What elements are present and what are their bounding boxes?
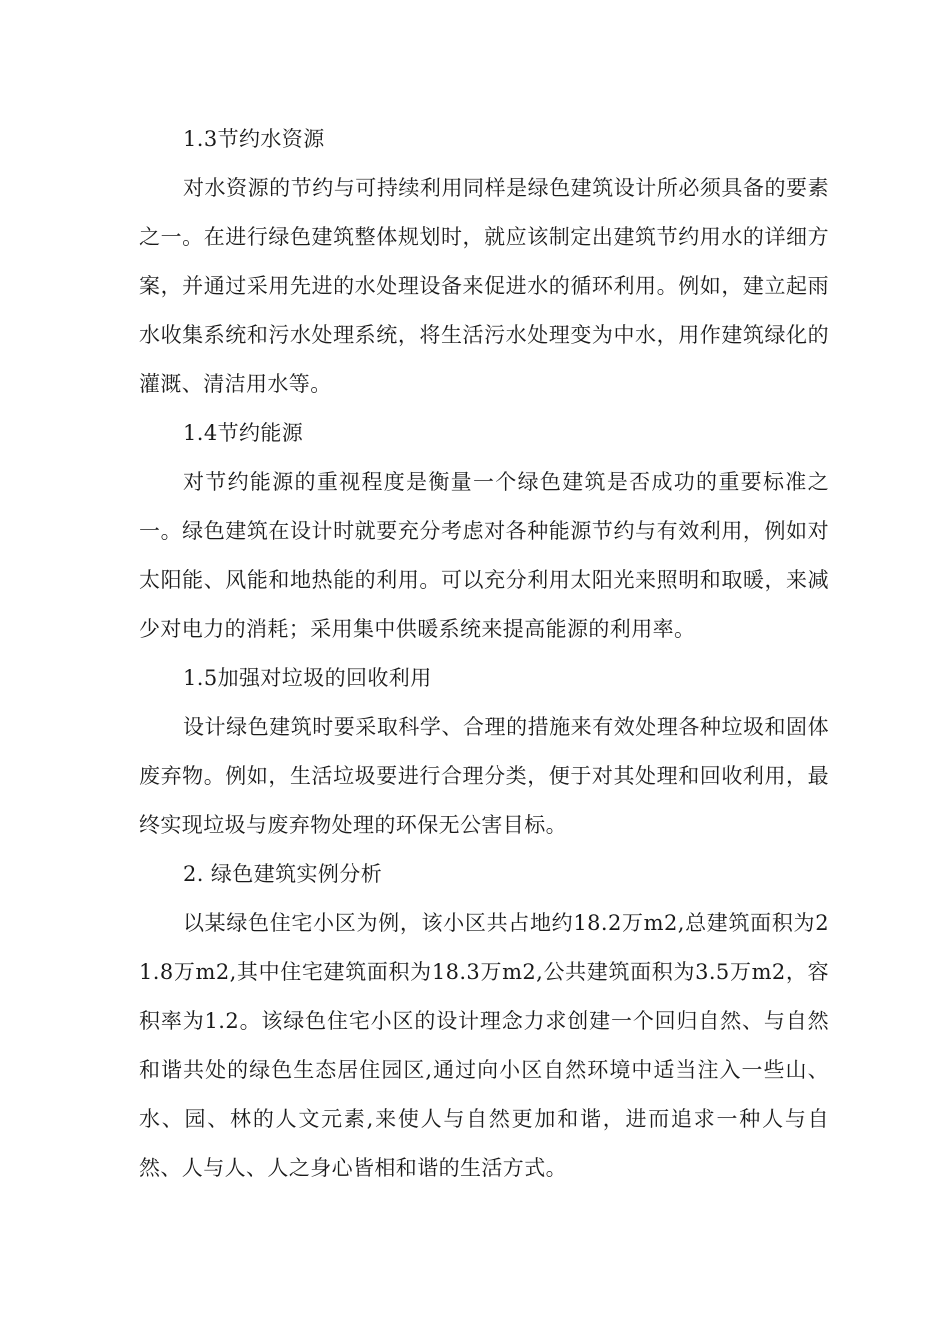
- section-heading-1-5: 1.5加强对垃圾的回收利用: [183, 666, 432, 690]
- paragraph-case-study: 以某绿色住宅小区为例，该小区共占地约18.2万m2,总建筑面积为21.8万m2,其中住宅建筑面积为18.3万m2,公共建筑面积为3.5万m2，容积率为1.2。该绿色住宅小区的设计理念力求创建一个回归自然、与自然和谐共处的绿色生态居住园区,通过向小区自然环境中适当注入一些山、水、园、林的人文元素,来使人与自然更加和谐，进而追求一种人与自然、人与人、人之身心皆相和谐的生活方式。: [139, 911, 829, 1180]
- document-body: [139, 115, 829, 1193]
- paragraph-energy-saving: 对节约能源的重视程度是衡量一个绿色建筑是否成功的重要标准之一。绿色建筑在设计时就要充分考虑对各种能源节约与有效利用，例如对太阳能、风能和地热能的利用。可以充分利用太阳光来照明和取暖，来减少对电力的消耗；采用集中供暖系统来提高能源的利用率。: [139, 470, 829, 641]
- section-heading-1-3: 1.3节约水资源: [183, 127, 325, 151]
- paragraph-water-resources: 对水资源的节约与可持续利用同样是绿色建筑设计所必须具备的要素之一。在进行绿色建筑整体规划时，就应该制定出建筑节约用水的详细方案，并通过采用先进的水处理设备来促进水的循环利用。例如，建立起雨水收集系统和污水处理系统，将生活污水处理变为中水，用作建筑绿化的灌溉、清洁用水等。: [139, 176, 829, 396]
- section-heading-1-4: 1.4节约能源: [183, 421, 304, 445]
- section-heading-2: 2. 绿色建筑实例分析: [183, 862, 383, 886]
- paragraph-waste-recycling: 设计绿色建筑时要采取科学、合理的措施来有效处理各种垃圾和固体废弃物。例如，生活垃圾要进行合理分类，便于对其处理和回收利用，最终实现垃圾与废弃物处理的环保无公害目标。: [139, 715, 829, 837]
